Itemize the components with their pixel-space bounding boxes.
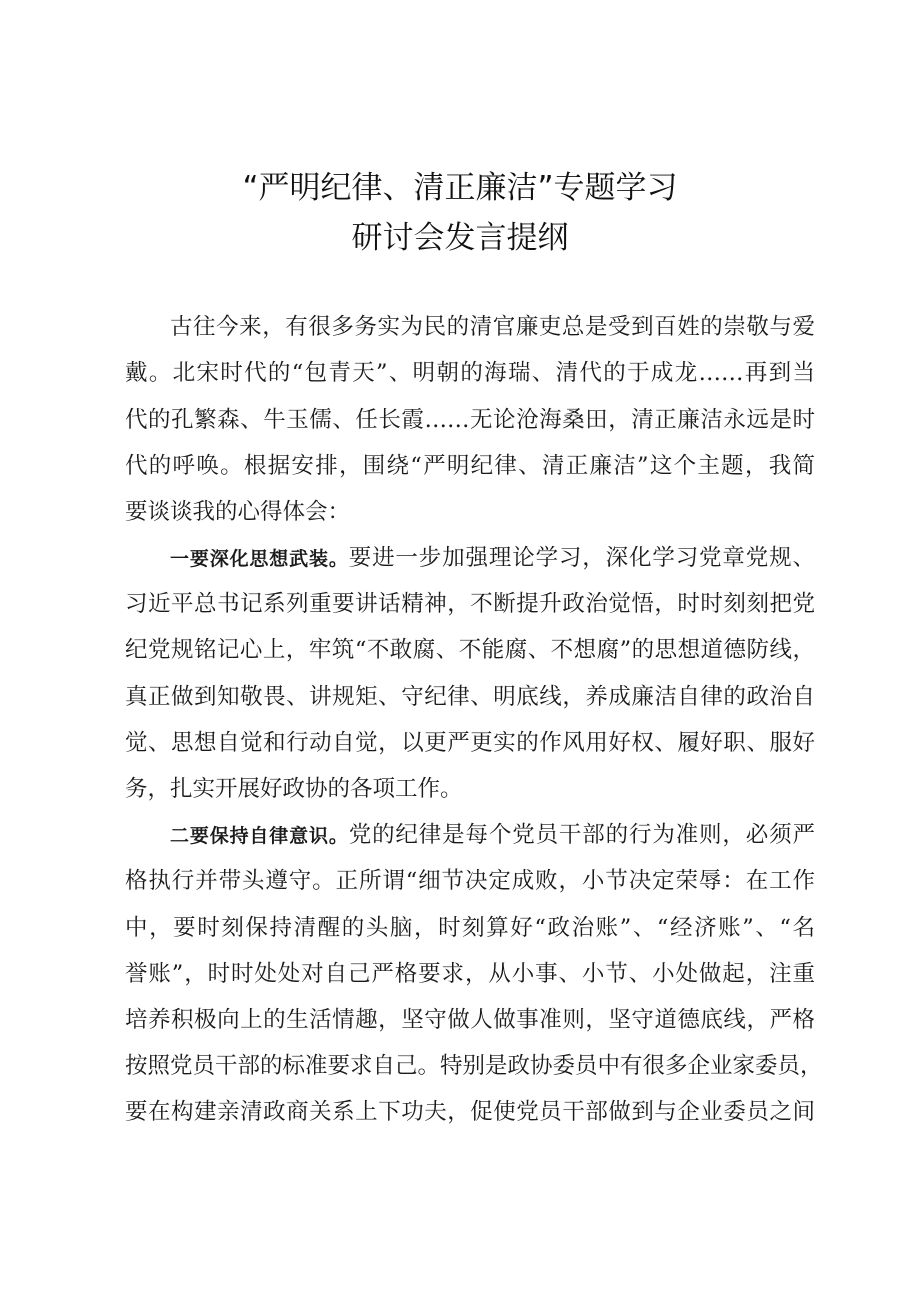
paragraph-1-line-3: 代的孔繁森、牛玉儒、任长霞……无论沧海桑田，清正廉洁永远是时 <box>125 407 815 433</box>
paragraph-3-heading: 二要保持自律意识。 <box>170 825 349 847</box>
paragraph-2-line-3: 纪党规铭记心上，牢筑“不敢腐、不能腐、不想腐”的思想道德防线， <box>125 637 815 663</box>
paragraph-1-line-5: 要谈谈我的心得体会： <box>125 499 351 525</box>
document-title-line-1: “严明纪律、清正廉洁”专题学习 <box>242 170 678 206</box>
paragraph-1-line-4: 代的呼唤。根据安排，围绕“严明纪律、清正廉洁”这个主题，我简 <box>125 453 815 479</box>
paragraph-3-line-7: 要在构建亲清政商关系上下功夫，促使党员干部做到与企业委员之间 <box>125 1099 815 1125</box>
paragraph-2-line-1 <box>170 535 815 581</box>
paragraph-3-line-2: 格执行并带头遵守。正所谓“细节决定成败，小节决定荣辱：在工作 <box>125 868 815 894</box>
paragraph-2-line-5: 觉、思想自觉和行动自觉，以更严更实的作风用好权、履好职、服好 <box>125 730 815 756</box>
paragraph-1-line-1: 古往今来，有很多务实为民的清官廉吏总是受到百姓的崇敬与爱 <box>170 314 815 340</box>
paragraph-3-line-4: 誉账”，时时处处对自己严格要求，从小事、小节、小处做起，注重 <box>125 961 815 987</box>
paragraph-3-line-1 <box>170 812 815 858</box>
paragraph-2-line-4: 真正做到知敬畏、讲规矩、守纪律、明底线，养成廉洁自律的政治自 <box>125 684 815 710</box>
paragraph-3-line-6: 按照党员干部的标准要求自己。特别是政协委员中有很多企业家委员， <box>125 1053 823 1079</box>
paragraph-2-heading: 一要深化思想武装。 <box>170 548 349 570</box>
document-title-line-2: 研讨会发言提纲 <box>351 220 569 256</box>
paragraph-3-line-5: 培养积极向上的生活情趣，坚守做人做事准则，坚守道德底线，严格 <box>125 1007 815 1033</box>
paragraph-2-line-6: 务，扎实开展好政协的各项工作。 <box>125 776 463 802</box>
paragraph-3-line-1-text: 党的纪律是每个党员干部的行为准则，必须严 <box>348 822 815 848</box>
paragraph-2-line-2: 习近平总书记系列重要讲话精神，不断提升政治觉悟，时时刻刻把党 <box>125 591 815 617</box>
paragraph-1-line-2: 戴。北宋时代的“包青天”、明朝的海瑞、清代的于成龙……再到当 <box>125 360 815 386</box>
paragraph-2-line-1-text: 要进一步加强理论学习，深化学习党章党规、 <box>348 545 815 571</box>
paragraph-3-line-3: 中，要时刻保持清醒的头脑，时刻算好“政治账”、“经济账”、“名 <box>125 915 815 941</box>
